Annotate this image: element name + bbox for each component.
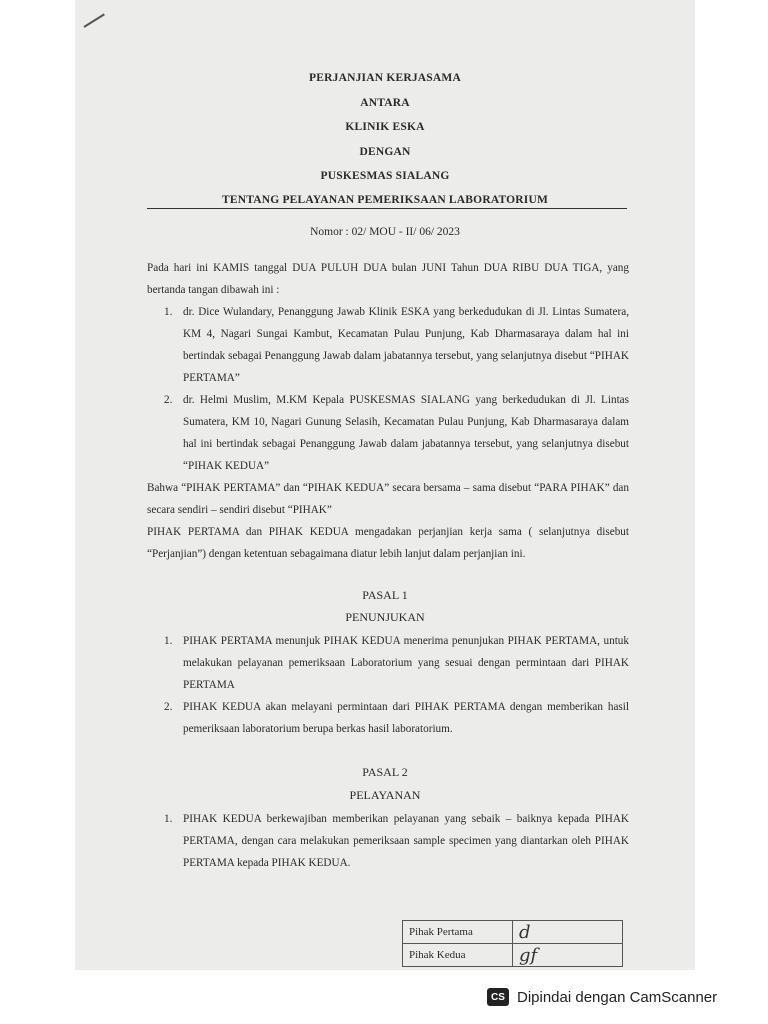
pasal-2-item-1-number: 1. [164,813,173,825]
bahwa-paragraph: Bahwa “PIHAK PERTAMA” dan “PIHAK KEDUA” secara bersama – sama disebut “PARA PIHAK” dan secara sendiri – sendiri disebut “PIHAK” [147,482,629,516]
pasal-1-item-2-number: 2. [164,701,173,713]
signature-label-pihak-kedua: Pihak Kedua [403,944,513,967]
signature-row [403,921,623,944]
title-line-4: DENGAN [359,146,411,158]
title-rule [147,208,627,209]
camscanner-logo-icon: CS [487,988,509,1006]
signature-label-pihak-pertama: Pihak Pertama [403,921,513,944]
initial-pihak-pertama [513,921,623,944]
party-1-text: dr. Dice Wulandary, Penanggung Jawab Klinik ESKA yang berkedudukan di Jl. Lintas Sumatera, KM 4, Nagari Sungai Kambut, Kecamatan Pulau Punjung, Kab Dharmasaraya dalam hal ini bertindak sebagai Penanggung Jawab dalam jabatannya tersebut, yang selanjutnya disebut “PIHAK PERTAMA” [183,306,629,384]
pasal-1-heading: PASAL 1 [362,588,408,602]
initial-signature-1: d [519,921,531,943]
title-line-2: ANTARA [360,97,410,109]
signature-table [402,920,623,967]
signature-row [403,944,623,967]
party-1-number: 1. [164,306,173,318]
title-line-3: KLINIK ESKA [345,121,425,133]
camscanner-text: Dipindai dengan CamScanner [517,988,718,1006]
party-2-text: dr. Helmi Muslim, M.KM Kepala PUSKESMAS SIALANG yang berkedudukan di Jl. Lintas Sumatera, KM 10, Nagari Gunung Selasih, Kecamatan Pulau Punjung, Kab Dharmasaraya dalam hal ini bertindak sebagai Penanggung Jawab dalam jabatannya tersebut, yang selanjutnya disebut “PIHAK KEDUA” [183,394,629,472]
initial-pihak-kedua [513,944,623,967]
title-line-6: TENTANG PELAYANAN PEMERIKSAAN LABORATORIUM [221,194,549,206]
party-2-number: 2. [164,394,173,406]
pasal-1-item-1-number: 1. [164,635,173,647]
pasal-1-item-1-text: PIHAK PERTAMA menunjuk PIHAK KEDUA menerima penunjukan PIHAK PERTAMA, untuk melakukan pelayanan pemeriksaan Laboratorium yang sesuai dengan permintaan dari PIHAK PERTAMA [183,635,629,691]
document-number: Nomor : 02/ MOU - II/ 06/ 2023 [310,226,460,238]
initial-signature-2: gf [519,944,538,966]
pasal-2-title: PELAYANAN [349,788,421,802]
title-line-5: PUSKESMAS SIALANG [320,170,450,182]
intro-paragraph: Pada hari ini KAMIS tanggal DUA PULUH DUA bulan JUNI Tahun DUA RIBU DUA TIGA, yang bertanda tangan dibawah ini : [147,262,629,296]
agreement-paragraph: PIHAK PERTAMA dan PIHAK KEDUA mengadakan perjanjian kerja sama ( selanjutnya disebut “Perjanjian”) dengan ketentuan sebagaimana diatur lebih lanjut dalam perjanjian ini. [147,526,629,560]
pasal-2-item-1-text: PIHAK KEDUA berkewajiban memberikan pelayanan yang sebaik – baiknya kepada PIHAK PERTAMA, dengan cara melakukan pemeriksaan sample specimen yang diantarkan oleh PIHAK PERTAMA kepada PIHAK KEDUA. [183,813,629,869]
camscanner-watermark [471,982,768,1012]
pasal-1-title: PENUNJUKAN [345,610,425,624]
title-line-1: PERJANJIAN KERJASAMA [309,72,461,84]
pasal-2-heading: PASAL 2 [362,765,408,779]
pasal-1-item-2-text: PIHAK KEDUA akan melayani permintaan dari PIHAK PERTAMA dengan memberikan hasil pemeriksaan laboratorium berupa berkas hasil laboratorium. [183,701,629,735]
